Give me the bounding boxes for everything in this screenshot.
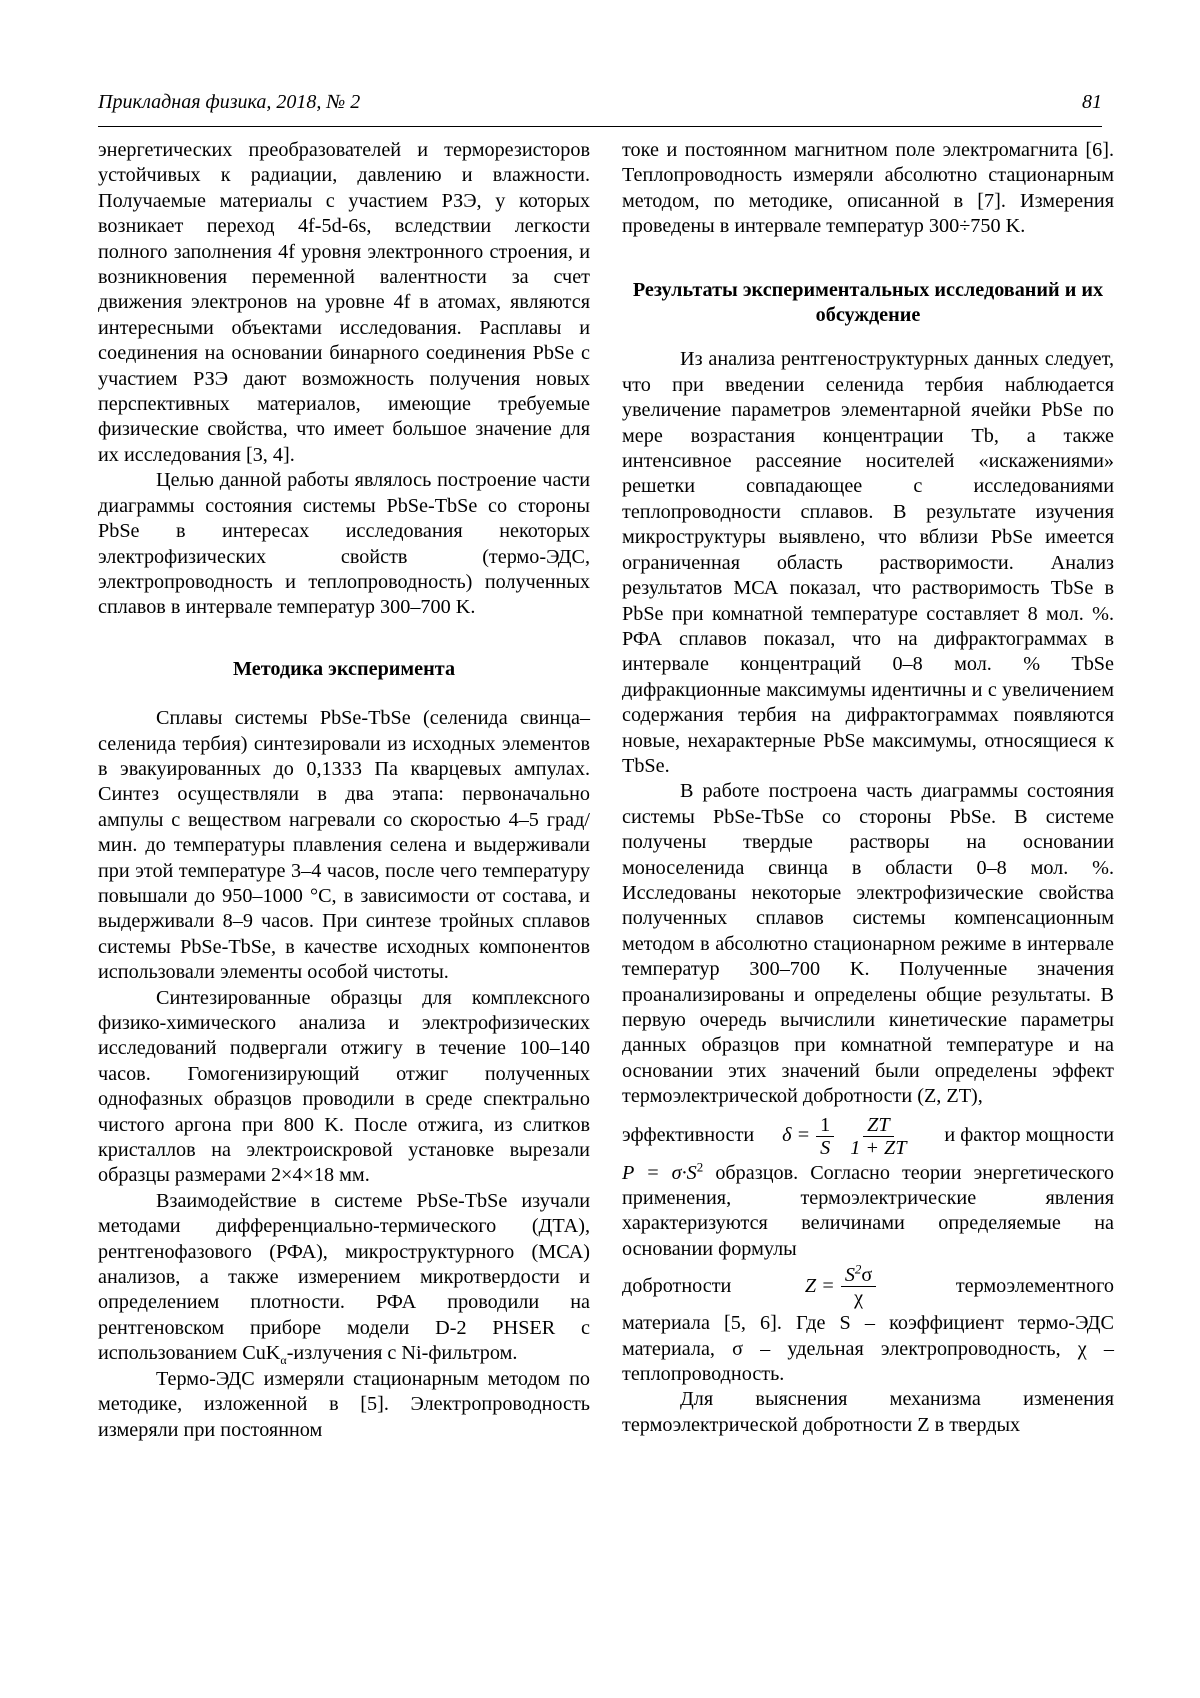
- paragraph: Синтезированные образцы для комплексного физико-химического анализа и электрофизических исследований подвергали отжигу в течение 100–140 часов. Гомогенизирующий отжиг полученных однофазных образцов проводили в среде спектрально чистого аргона при 800 K. После отжига, из слитков кристаллов на электроискровой установке вырезали образцы размерами 2×4×18 мм.: [98, 986, 590, 1187]
- paragraph: энергетических преобразователей и терморезисторов устойчивых к радиации, давлению и влажности. Получаемые материалы с участием РЗЭ, у которых возникает переход 4f-5d-6s, вследствии легкости полного заполнения 4f уровня электронного строения, и возникновения переменной валентности за счет движения электронов на уровне 4f в атомах, являются интересными объектами исследования. Расплавы и соединения на основании бинарного соединения PbSe с участием РЗЭ дают возможность получения новых перспективных материалов, имеющие требуемые физические свойства, что имеет большое значение для их исследования [3, 4].: [98, 139, 590, 466]
- fraction-denominator: 1 + ZT: [850, 1136, 907, 1159]
- text-run: образцов. Согласно теории энергетического применения, термоэлектрические явления характеризуются величинами определяемые на основании формулы: [622, 1161, 1115, 1260]
- header-rule: [98, 126, 1102, 127]
- fraction-numerator: ZT: [863, 1114, 893, 1137]
- fraction-numerator: 1: [816, 1114, 834, 1137]
- paragraph: токе и постоянном магнитном поле электромагнита [6]. Теплопроводность измеряли абсолютно стационарным методом, по методике, описанной в [7]. Измерения проведены в интервале температур 300÷750 K.: [622, 139, 1114, 238]
- paragraph: материала [5, 6]. Где S – коэффициент термо-ЭДС материала, σ – удельная электропроводность, χ – теплопроводность.: [622, 1312, 1114, 1386]
- text-run: Взаимодействие в системе PbSe-TbSe изучали методами дифференциально-термического (ДТА), рентгенофазового (РФА), микроструктурного (МСА) анализов, а также измерением микротвердости и определением плотности. РФА проводили на рентгеновском приборе модели D-2 PHSER с использованием CuK: [98, 1189, 590, 1365]
- formula-lhs: Z =: [804, 1275, 835, 1298]
- fraction: [816, 1114, 834, 1159]
- efficiency-formula: [782, 1114, 916, 1159]
- section-heading-methods: Методика эксперимента: [232, 657, 456, 680]
- text-run: -излучения с Ni-фильтром.: [286, 1342, 518, 1365]
- fraction-numerator: [841, 1261, 876, 1287]
- paragraph: [98, 1189, 590, 1367]
- figure-of-merit-formula: [804, 1261, 882, 1310]
- figure-of-merit-formula-line: [622, 1261, 1114, 1310]
- paragraph: Сплавы системы PbSe-TbSe (селенида свинца–селенида тербия) синтезировали из исходных элементов в эвакуированных до 0,1333 Па кварцевых ампулах. Синтез осуществляли в два этапа: первоначально ампулы с веществом нагревали со скоростью 4–5 град/мин. до температуры плавления селена и выдерживали при этой температуре 3–4 часов, после чего температуру повышали до 950–1000 °C, в зависимости от состава, и выдерживали 8–9 часов. При синтезе тройных сплавов системы PbSe-TbSe, в качестве исходных компонентов использовали элементы особой чистоты.: [98, 707, 590, 984]
- page-number: 81: [1082, 91, 1102, 113]
- formula-lhs: δ =: [782, 1124, 811, 1147]
- formula-run: P = σ·S: [622, 1161, 697, 1184]
- fraction: [841, 1261, 876, 1310]
- fraction-denominator: χ: [854, 1287, 864, 1310]
- text-run: добротности: [622, 1275, 732, 1298]
- text-run: и фактор мощности: [944, 1124, 1114, 1147]
- fraction-denominator: S: [820, 1136, 831, 1159]
- paragraph: Из анализа рентгеноструктурных данных следует, что при введении селенида тербия наблюдается увеличение параметров элементарной ячейки PbSe по мере возрастания концентрации Tb, а также интенсивное рассеяние носителей «искажениями» решетки совпадающее с исследованиями теплопроводности сплавов. В результате изучения микроструктуры выявлено, что вблизи PbSe имеется ограниченная область растворимости. Анализ результатов МСА показал, что растворимость TbSe в PbSe при комнатной температуре составляет 8 мол. %. РФА сплавов показал, что на дифрактограммах в интервале концентраций 0–8 мол. % TbSe дифракционные максимумы идентичны и с увеличением содержания тербия на дифрактограммах появляются новые, нехарактерные PbSe максимумы, относящиеся к TbSe.: [622, 348, 1114, 777]
- left-column: [98, 138, 590, 1443]
- superscript: 2: [696, 1158, 704, 1174]
- running-head: [98, 91, 1102, 119]
- text-run: S: [844, 1264, 855, 1287]
- text-run: термоэлементного: [955, 1275, 1114, 1298]
- paragraph: В работе построена часть диаграммы состояния системы PbSe-TbSe со стороны PbSe. В системе получены твердые растворы на основании моноселенида свинца в области 0–8 мол. %. Исследованы некоторые электрофизические свойства полученных сплавов системы компенсационным методом в абсолютно стационарном режиме в интервале температур 300–700 K. Полученные значения проанализированы и определены общие результаты. В первую очередь вычислили кинетические параметры данных образцов при комнатной температуре и на основании этих значений были определены эффект термоэлектрической добротности (Z, ZT),: [622, 780, 1114, 1108]
- paragraph: [622, 1158, 1115, 1263]
- right-column: [622, 138, 1114, 1438]
- text-run: σ: [861, 1264, 873, 1287]
- paragraph: Термо-ЭДС измеряли стационарным методом по методике, изложенной в [5]. Электропроводность измеряли при постоянном: [98, 1367, 590, 1441]
- section-heading-results: Результаты экспериментальных исследований и их обсуждение: [632, 278, 1104, 327]
- journal-title: Прикладная физика, 2018, № 2: [98, 91, 361, 113]
- fraction: [846, 1114, 910, 1159]
- subscript: α: [280, 1353, 287, 1368]
- paragraph: Для выяснения механизма изменения термоэлектрической добротности Z в твердых: [622, 1388, 1114, 1436]
- efficiency-formula-line: [622, 1114, 1114, 1159]
- superscript: 2: [854, 1261, 862, 1277]
- text-run: эффективности: [622, 1124, 755, 1147]
- paragraph: Целью данной работы являлось построение части диаграммы состояния системы PbSe-TbSe со стороны PbSe в интересах исследования некоторых электрофизических свойств (термо-ЭДС, электропроводность и теплопроводность) полученных сплавов в интервале температур 300–700 K.: [98, 469, 590, 619]
